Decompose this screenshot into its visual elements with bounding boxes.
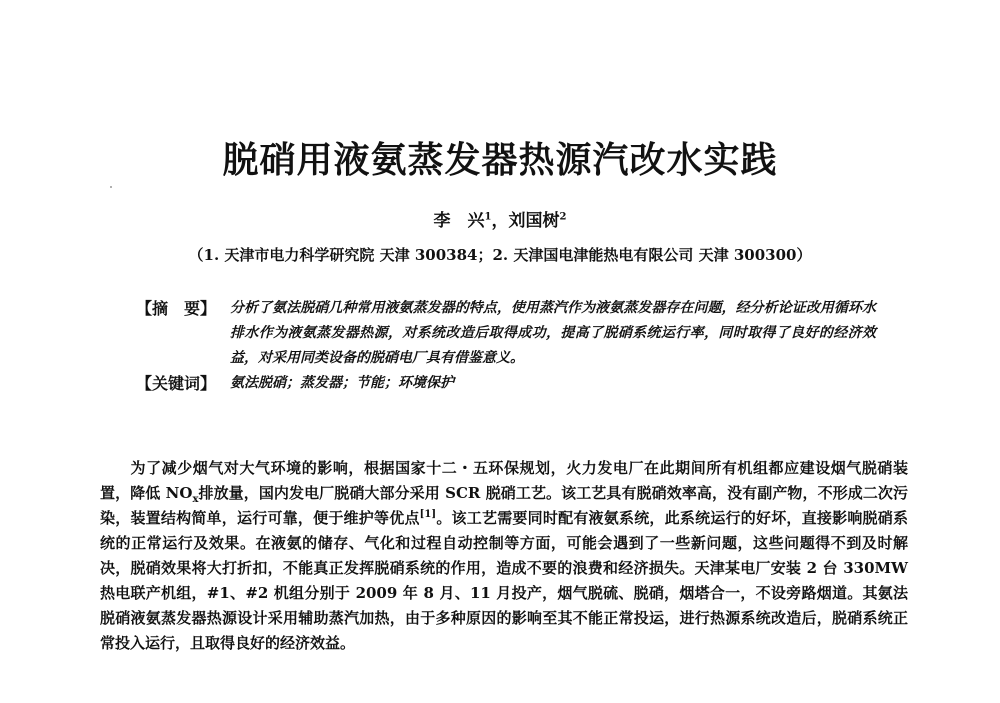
abstract-section xyxy=(136,296,876,396)
body-text-part: 。该工艺需要同时配有液氨系统，此系统运行的好坏，直接影响脱硝系统的正常运行及效果。在液氨的储存、气化和过程自动控制等方面，可能会遇到了一些新问题，这些问题得不到及时解决，脱硝效果将大打折扣，不能真正发挥脱硝系统的作用，造成不要的浪费和经济损失。天津某电厂安装 2 台 330MW 热电联产机组，#1、#2 机组分别于 2009 年 8 月、11 月投产，烟气脱硫、脱硝，烟塔合一，不设旁路烟道。其氨法脱硝液氨蒸发器热源设计采用辅助蒸汽加热，由于多种原因的影响至其不能正常投运，进行热源系统改造后，脱硝系统正常投入运行，且取得良好的经济效益。 xyxy=(100,509,908,652)
affiliation-line: （1. 天津市电力科学研究院 天津 300384；2. 天津国电津能热电有限公司 天津 300300） xyxy=(188,246,812,264)
abstract-row xyxy=(136,296,876,371)
author-affiliation-mark: 1 xyxy=(484,211,492,223)
keywords-label: 【关键词】 xyxy=(136,374,217,393)
author-separator: ， xyxy=(491,211,509,231)
abstract-text: 分析了氨法脱硝几种常用液氨蒸发器的特点，使用蒸汽作为液氨蒸发器存在问题，经分析论证改用循环水排水作为液氨蒸发器热源，对系统改造后取得成功，提高了脱硝系统运行率，同时取得了良好的经济效益，对采用同类设备的脱硝电厂具有借鉴意义。 xyxy=(230,300,876,366)
keywords-text: 氨法脱硝；蒸发器；节能；环境保护 xyxy=(230,375,454,391)
nox-subscript: x xyxy=(192,494,199,505)
keywords-row xyxy=(136,371,876,396)
abstract-label: 【摘 要】 xyxy=(136,299,217,318)
author-name: 刘国树 xyxy=(508,211,560,231)
author-name: 李 兴 xyxy=(433,211,485,231)
author-line xyxy=(0,210,1000,232)
body-text-part: 排放量，国内发电厂脱硝大部分采用 SCR 脱硝工艺。该工艺具有脱硝效率高，没有副产物，不形成二次污染，装置结构简单，运行可靠，便于维护等优点 xyxy=(100,484,909,527)
citation-reference: [1] xyxy=(419,509,437,520)
scan-speck xyxy=(110,186,112,188)
author-affiliation-mark: 2 xyxy=(559,211,567,223)
body-paragraph xyxy=(100,456,908,656)
paper-title: 脱硝用液氨蒸发器热源汽改水实践 xyxy=(222,139,778,181)
body-text-part: 为了减少烟气对大气环境的影响，根据国家十二・五环保规划，火力发电厂在此期间所有机组都应建设烟气脱硝装置，降低 NO xyxy=(100,459,908,502)
